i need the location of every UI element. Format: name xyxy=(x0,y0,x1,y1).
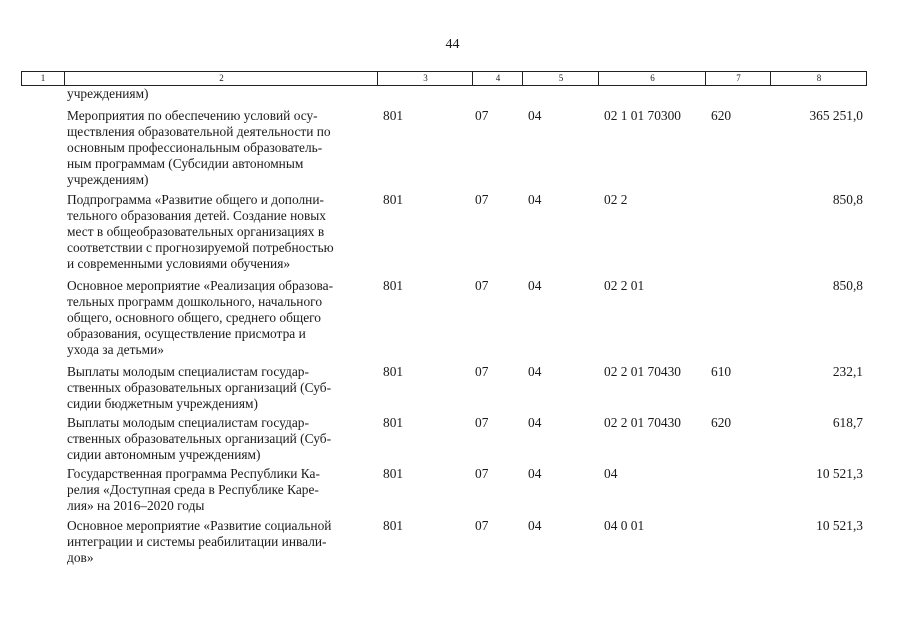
description-line: учреждениям) xyxy=(67,86,149,101)
target-article-code: 04 xyxy=(604,466,618,481)
ministry-code: 801 xyxy=(383,192,404,207)
description-line: Мероприятия по обеспечению условий осу- xyxy=(67,108,318,123)
description-line: тельных программ дошкольного, начального xyxy=(67,294,323,309)
description-line: учреждениям) xyxy=(67,172,149,187)
description-line: Государственная программа Республики Ка- xyxy=(67,466,320,481)
row-description xyxy=(67,278,372,358)
expense-type-code: 610 xyxy=(711,364,732,379)
header-col-4: 4 xyxy=(472,72,523,85)
row-description xyxy=(67,192,372,272)
ministry-code: 801 xyxy=(383,466,404,481)
subsection-code: 04 xyxy=(528,192,542,207)
row-description xyxy=(67,86,372,102)
subsection-code: 04 xyxy=(528,364,542,379)
description-line: ственных образовательных организаций (Суб- xyxy=(67,431,332,446)
description-line: Выплаты молодым специалистам государ- xyxy=(67,415,309,430)
description-line: мест в общеобразовательных организациях в xyxy=(67,224,325,239)
target-article-code: 02 2 01 70430 xyxy=(604,415,681,430)
section-code: 07 xyxy=(475,278,489,293)
ministry-code: 801 xyxy=(383,518,404,533)
description-line: соответствии с прогнозируемой потребностью xyxy=(67,240,334,255)
header-col-2: 2 xyxy=(64,72,378,85)
amount: 618,7 xyxy=(832,415,863,430)
header-col-8: 8 xyxy=(770,72,867,85)
ministry-code: 801 xyxy=(383,278,404,293)
expense-type-code: 620 xyxy=(711,415,732,430)
description-line: сидии бюджетным учреждениям) xyxy=(67,396,258,411)
subsection-code: 04 xyxy=(528,415,542,430)
expense-type-code: 620 xyxy=(711,108,732,123)
header-col-3: 3 xyxy=(377,72,473,85)
amount: 850,8 xyxy=(832,192,863,207)
description-line: дов» xyxy=(67,550,94,565)
subsection-code: 04 xyxy=(528,278,542,293)
section-code: 07 xyxy=(475,466,489,481)
header-col-5: 5 xyxy=(522,72,599,85)
description-line: Основное мероприятие «Реализация образова- xyxy=(67,278,334,293)
table-header xyxy=(21,71,867,86)
description-line: и современными условиями обучения» xyxy=(67,256,291,271)
description-line: основным профессиональным образователь- xyxy=(67,140,323,155)
row-description xyxy=(67,518,372,566)
amount: 850,8 xyxy=(832,278,863,293)
section-code: 07 xyxy=(475,192,489,207)
target-article-code: 04 0 01 xyxy=(604,518,645,533)
ministry-code: 801 xyxy=(383,108,404,123)
section-code: 07 xyxy=(475,415,489,430)
description-line: тельного образования детей. Создание новых xyxy=(67,208,326,223)
row-description xyxy=(67,364,372,412)
amount: 10 521,3 xyxy=(816,466,863,481)
description-line: ственных образовательных организаций (Суб- xyxy=(67,380,332,395)
description-line: Основное мероприятие «Развитие социальной xyxy=(67,518,332,533)
row-description xyxy=(67,108,372,188)
description-line: сидии автономным учреждениям) xyxy=(67,447,261,462)
page-number: 44 xyxy=(445,37,460,52)
row-description xyxy=(67,415,372,463)
header-col-6: 6 xyxy=(598,72,706,85)
ministry-code: 801 xyxy=(383,364,404,379)
description-line: Выплаты молодым специалистам государ- xyxy=(67,364,309,379)
description-line: лия» на 2016–2020 годы xyxy=(67,498,205,513)
amount: 365 251,0 xyxy=(809,108,863,123)
row-description xyxy=(67,466,372,514)
description-line: Подпрограмма «Развитие общего и дополни- xyxy=(67,192,324,207)
header-col-1: 1 xyxy=(40,73,46,83)
ministry-code: 801 xyxy=(383,415,404,430)
description-line: интеграции и системы реабилитации инвали- xyxy=(67,534,327,549)
description-line: ным программам (Субсидии автономным xyxy=(67,156,304,171)
subsection-code: 04 xyxy=(528,108,542,123)
section-code: 07 xyxy=(475,518,489,533)
description-line: ухода за детьми» xyxy=(67,342,164,357)
section-code: 07 xyxy=(475,108,489,123)
target-article-code: 02 2 xyxy=(604,192,628,207)
description-line: ществления образовательной деятельности по xyxy=(67,124,331,139)
target-article-code: 02 2 01 70430 xyxy=(604,364,681,379)
amount: 10 521,3 xyxy=(816,518,863,533)
description-line: образования, осуществление присмотра и xyxy=(67,326,306,341)
header-col-7: 7 xyxy=(705,72,771,85)
description-line: релия «Доступная среда в Республике Каре- xyxy=(67,482,319,497)
amount: 232,1 xyxy=(832,364,863,379)
subsection-code: 04 xyxy=(528,466,542,481)
target-article-code: 02 2 01 xyxy=(604,278,645,293)
subsection-code: 04 xyxy=(528,518,542,533)
section-code: 07 xyxy=(475,364,489,379)
description-line: общего, основного общего, среднего общего xyxy=(67,310,321,325)
target-article-code: 02 1 01 70300 xyxy=(604,108,681,123)
